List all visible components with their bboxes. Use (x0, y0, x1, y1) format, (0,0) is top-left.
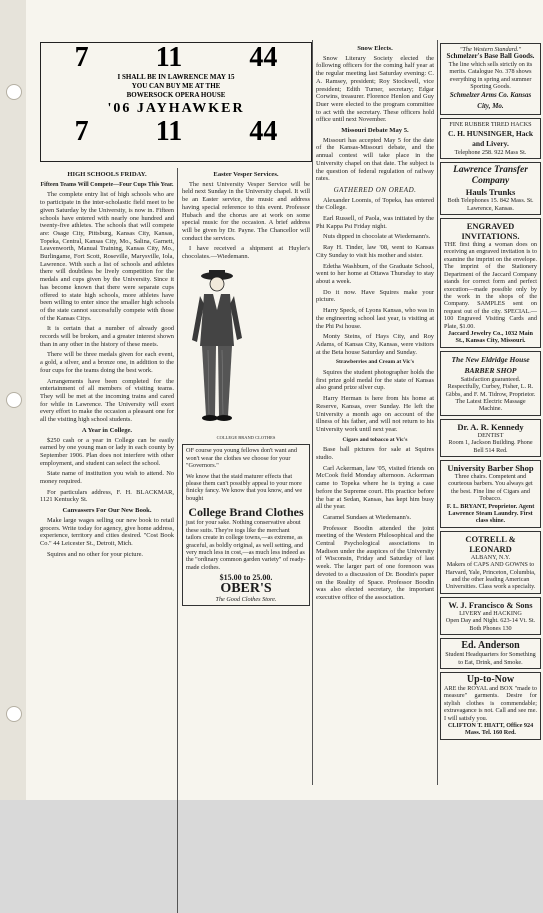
up-to-now-ad (440, 672, 541, 740)
jayhawker-numbers-top (41, 43, 311, 73)
francisco-ad (440, 597, 541, 635)
ad-title: The New Eldridge House BARBER SHOP (451, 354, 530, 375)
ad-body: Both Telephones 15. 842 Mass. St. Lawrence, Kansas. (447, 197, 534, 212)
ad-body: Three chairs. Competent and courteous barbers. You always get the best. Fine line of Cigars and Tobacco. (448, 473, 533, 503)
ad-text: OF course you young fellows don't want and won't wear the clothes we choose for your "Governors." (186, 447, 297, 470)
number: 7 (74, 42, 89, 73)
section-heading: GATHERED ON OREAD. (333, 185, 417, 194)
ad-title: W. J. Francisco & Sons (448, 599, 533, 610)
number: 11 (155, 116, 183, 147)
news-item: Monty Steins, of Hays City, and Roy Adams, of Kansas City, Kansas, were visitors at the Beta house Saturday and Sunday. (316, 333, 434, 356)
news-item: Edetha Washburn, of the Graduate School, went to her home at Ottawa Thursday to stay about a week. (316, 262, 434, 285)
kennedy-ad (440, 419, 541, 457)
paragraph: It is certain that a number of already good records will be broken, and a greater interest shown than in any other in the history of these meets. (40, 325, 174, 348)
news-item: Harry Herman is here from his home at Reserve, Kansas, over Sunday. He left the University a month ago on account of the illness of his father, and will not return to his University work until next year. (316, 395, 434, 433)
news-item: Alexander Loomis, of Topeka, has entered the College. (316, 196, 434, 212)
ad-title: Ed. Anderson (461, 640, 520, 652)
ad-title: ENGRAVED INVITATIONS. (461, 221, 520, 242)
ad-headline: C. H. HUNSINGER, Hack and Livery. (447, 128, 533, 148)
jayhawker-line: YOU CAN BUY ME AT THE (131, 82, 221, 90)
jaccard-ad (440, 218, 541, 348)
news-item: Carl Ackerman, law '05, visited friends on McCook field Monday afternoon. Ackerman came to Topeka where he is trying a case before the Supreme court. His practice before the bar at Sedan, Kansas, has kept him busy all the year. (316, 464, 434, 511)
transfer-ad (440, 162, 541, 215)
ad-body: THE first thing a woman does on receiving an engraved invitation is to examine the imprint on the envelope. The imprint of the Stationery Department of the Jaccard Company stands for correct form and perfect execution—made possible only by the work in the shops of the Company. SAMPLES sent on request out of the city. SPECIAL.—100 Engraved Visiting Cards and Plate, $1.00. (444, 241, 537, 330)
article-headline: Snow Elects. (357, 45, 393, 52)
news-item: Harry Speck, of Lyons Kansas, who was in the engineering school last year, is visiting at the Phi Psi house. (316, 307, 434, 330)
paragraph: Snow Literary Society elected the following officers for the coming half year at the regular meeting last Saturday evening: C. A. Ramsey, president; Roy Stockwell, vice president; Edith Turner, secretary; Edgar Corwins, treasurer. Florence Henlon and Guy Duer were elected to the program committee to act with the secretary. These officers hold office until next November. (316, 54, 434, 124)
paragraph: State name of institution you wish to attend. No money required. (40, 470, 174, 486)
article-subhead: Fifteen Teams Will Compete—Four Cups This Year. (40, 181, 174, 188)
paragraph: I have received a shipment at Huyler's chocolates.—Wiedemann. (182, 245, 310, 261)
brand-name: College Brand Clothes (188, 505, 304, 520)
news-item: Caramel Sundaes at Wiedemann's. (323, 513, 412, 521)
number: 44 (249, 116, 278, 147)
ad-body: Telephone 258. 922 Mass St. (454, 148, 527, 156)
news-item: Earl Russell, of Paola, was initiated by the Phi Kappa Psi Friday night. (316, 215, 434, 230)
ad-headline: Hauls Trunks (465, 187, 516, 198)
jayhawker-line: BOWERSOCK OPERA HOUSE (126, 91, 226, 99)
eldridge-ad (440, 351, 541, 416)
binding-hole (6, 84, 22, 100)
paragraph: Missouri has accepted May 5 for the date of the Kansas-Missouri debate, and the annual contest will take place in the University chapel on that date. The subject is the question of federal regulation of railway rates. (316, 136, 434, 183)
column-1 (40, 168, 174, 561)
store-tagline: The Good Clothes Store. (215, 595, 277, 603)
column-3 (316, 42, 434, 605)
ad-footer: F. L. BRYANT, Proprietor. Agent Lawrence Steam Laundry. First class shine. (446, 502, 535, 525)
store-name: OBER'S (220, 580, 272, 596)
news-item: Do it now. Have Squires make your picture. (316, 288, 434, 304)
ad-headline: ALBANY, N.Y. (470, 553, 511, 561)
cotrell-ad (440, 531, 541, 594)
ad-footer: Jaccard Jewelry Co., 1032 Main St., Kansas City, Missouri. (448, 329, 533, 345)
news-item: Ray H. Tinder, law '08, went to Kansas City Sunday to visit his mother and sister. (316, 244, 434, 259)
binding-hole (6, 706, 22, 722)
ad-body: Satisfaction guaranteed. Respectfully, Curbey, Fisher, L. R. Gibbs, and F. M. Tidrow, Proprietor. The Latest Electric Massage Machine. (445, 375, 536, 413)
number: 7 (74, 116, 89, 147)
ad-footer: CLIFTON T. HIATT, Office 924 Mass. Tel. 160 Red. (447, 721, 534, 737)
paragraph: The next University Vesper Service will be held next Sunday in the University chapel. It will be an Easter service, the music and address having special reference to this event. Professor Hubach and the chorus are at work on some special music for the occasion. A brief address will be given by Dr. Payne. The Chancellor will conduct the services. (182, 180, 310, 242)
ad-headline: Schmelzer's Base Ball Goods. (446, 52, 535, 61)
schmelzer-ad (440, 43, 541, 115)
hunsinger-ad (440, 118, 541, 159)
man-in-suit-illustration (182, 266, 252, 431)
ad-title: Up-to-Now (466, 673, 515, 685)
price: $15.00 to 25.00. (219, 573, 273, 583)
ad-footer: Schmelzer Arms Co. Kansas City, Mo. (449, 91, 532, 111)
article-headline: Canvassers For Our New Book. (62, 507, 152, 515)
ad-text: just for your sake. Nothing conservative about these suits. They're togs like the merchant tailors create in college towns,—as extreme, as graceful, as boldly original, as well setting, and very much less in cost,—as much less indeed as the "ordinary common garden variety" of ready-made clothes. (186, 519, 306, 571)
ad-headline: LIVERY and HACKING (459, 609, 522, 617)
paragraph: $250 cash or a year in College can be easily earned by one young man or lady in each county by September 1906. Plan does not interfere with other employment, and student can select the school. (40, 436, 174, 467)
ad-title: Dr. A. R. Kennedy (457, 421, 524, 432)
jayhawker-ad (40, 42, 312, 162)
column-2 (182, 168, 310, 609)
jayhawker-line: I SHALL BE IN LAWRENCE MAY 15 (117, 73, 235, 81)
ad-body: Makers of CAPS AND GOWNS to Harvard, Yale, Princeton, Columbia, and the other leading American Universities. Class work a specialty. (445, 561, 536, 591)
notice-heading: Cigars and tobacco at Vic's (342, 436, 408, 443)
binding-hole (6, 392, 22, 408)
paragraph: Arrangements have been completed for the entertainment of all members of visiting teams. They will be met at the incoming trains and cared for while in Lawrence. The University will exert every effort to make the occasion a pleasant one for all the visiting high school students. (40, 377, 174, 424)
ad-title: "The Western Standard." (459, 46, 522, 53)
ad-body: ARE the ROYAL and BOX "made to measure" garments. Desire for stylish clothes is commendable; extravagance is not. Call and see me. I will satisfy you. (444, 684, 537, 722)
ad-body: The line which sells strictly on its merits. Catalogue No. 378 shows everything in spring and summer Sporting Goods. (448, 60, 533, 91)
article-headline: Easter Vesper Services. (213, 171, 279, 178)
paragraph: There will be three medals given for each event, a gold, a silver, and a bronze one, in addition to the four cups for the teams doing the best work. (40, 351, 174, 374)
column-rule (177, 168, 178, 913)
column-rule (312, 40, 313, 785)
illustration-caption: COLLEGE BRAND CLOTHES (216, 435, 276, 441)
number: 44 (249, 42, 278, 73)
column-4-ads (440, 40, 541, 743)
news-item: Base ball pictures for sale at Squires studio. (316, 446, 434, 462)
number: 11 (155, 42, 183, 73)
notice-heading: Strawberries and Cream at Vic's (335, 359, 415, 366)
barber-shop-ad (440, 460, 541, 528)
obers-ad (182, 444, 310, 606)
ad-title: FINE RUBBER TIRED HACKS (449, 121, 532, 129)
column-rule (437, 40, 438, 785)
jayhawker-numbers-bottom (41, 117, 311, 147)
article-headline: A Year in College. (81, 426, 133, 434)
ad-title: COTRELL & LEONARD (465, 533, 516, 554)
news-item: Squires the student photographer holds the first prize gold medal for the state of Kansas also grand prize silver cup. (316, 369, 434, 392)
article-headline: HIGH SCHOOLS FRIDAY. (67, 171, 147, 178)
paragraph: For particulars address, F. H. BLACKMAR, 1121 Kentucky St. (40, 488, 174, 504)
news-item: Nuts dipped in chocolate at Wiedemann's. (323, 233, 431, 241)
newspaper-page (26, 0, 543, 800)
jayhawker-title: '06 JAYHAWKER (107, 101, 245, 116)
ad-text: We know that the staid maturer effects that please them can't possibly appeal to your more finicky fancy. We know that you know, and we bought (186, 472, 303, 502)
ad-headline: DENTIST (477, 431, 504, 439)
page-binding (0, 0, 27, 800)
ad-title: University Barber Shop (447, 463, 534, 473)
paragraph: Squires and no other for your picture. (47, 550, 144, 558)
paragraph: Make large wages selling our new book to retail grocers. Write today for agency, give home address, experience, territory and cities desired. "Cost Book Co." 44 Leicester St., Detroit, Mich. (40, 516, 174, 547)
ad-body: Open Day and Night. 623-14 Vt. St. Both Phones 130 (445, 617, 536, 632)
ad-body: Room 1, Jackson Building. Phone Bell 514 Red. (448, 439, 533, 454)
ad-title: Lawrence Transfer Company (453, 165, 528, 187)
news-item: Professor Boodin attended the joint meeting of the Western Philosophical and the Central Psychological associations in Madison under the auspices of the University of Wisconsin, Friday and Saturday of last week. The larger part of one forenoon was devoted to a discussion of Dr. Boodin's paper on the Reality of Space. Professor Boodin was also elected secretary, the important executive office of the association. (316, 524, 434, 601)
ad-body: Student Headquarters for Something to Eat, Drink, and Smoke. (445, 651, 536, 666)
article-headline: Missouri Debate May 5. (341, 127, 409, 135)
anderson-ad (440, 638, 541, 669)
paragraph: The complete entry list of high schools who are to participate in the inter-scholastic field meet to be given Saturday by the University, is now in. Fifteen schools have entered with nearly one hundred and twenty-five athletes. The schools that will compete are: Osage City, Pittsburg, Kansas City, Kansas, Topeka, Central, Kansas City, Mo., Salina, Garnett, Leavenworth, Manual Training, Kansas City, Mo., Burlingame, Fort Scott, Roseville, Marysville, Iola, Lawrence. With such a list of schools and athletes there will doubtless be lively competition for the medals and cups given by the University. Since it has become known that there were separate cups offered to state high schools, more athletes have been willing to enter since the smaller high schools of the state cannot successfully compete with those of the Kansas Citys. (40, 191, 174, 322)
